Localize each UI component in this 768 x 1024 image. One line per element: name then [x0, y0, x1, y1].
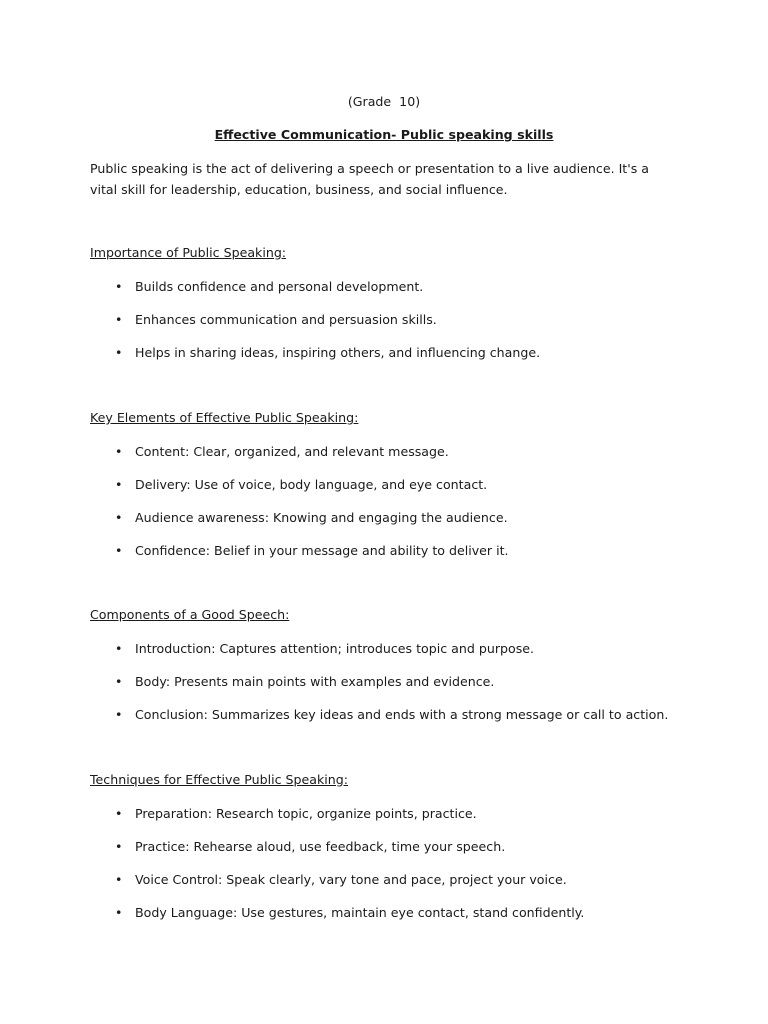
document-title: Effective Communication- Public speaking skills: [214, 127, 554, 142]
bullet-icon: •: [115, 839, 123, 854]
list-item-text: Enhances communication and persuasion skills.: [135, 312, 437, 327]
list-item: [115, 476, 509, 509]
bullet-icon: •: [115, 312, 123, 327]
bullet-icon: •: [115, 279, 123, 294]
list-item: [115, 640, 668, 673]
list-item-text: Practice: Rehearse aloud, use feedback, time your speech.: [135, 839, 506, 854]
bullet-icon: •: [115, 641, 123, 656]
bullet-icon: •: [115, 707, 123, 722]
list-item: [115, 278, 540, 311]
list-item: [115, 871, 584, 904]
bullet-icon: •: [115, 444, 123, 459]
key-elements-list: [115, 443, 509, 575]
bullet-icon: •: [115, 477, 123, 492]
section-heading-key-elements: Key Elements of Effective Public Speaking:: [90, 410, 359, 425]
list-item-text: Body: Presents main points with examples and evidence.: [135, 674, 495, 689]
components-list: [115, 640, 669, 739]
list-item: [115, 673, 668, 706]
bullet-icon: •: [115, 345, 123, 360]
list-item-text: Introduction: Captures attention; introduces topic and purpose.: [135, 641, 535, 656]
list-item: [115, 706, 669, 739]
section-heading-importance: Importance of Public Speaking:: [90, 245, 287, 260]
list-item: [115, 344, 541, 377]
list-item-text: Content: Clear, organized, and relevant message.: [135, 444, 449, 459]
list-item-text: Preparation: Research topic, organize points, practice.: [135, 806, 477, 821]
list-item: [115, 904, 585, 937]
list-item: [115, 838, 584, 871]
techniques-list: [115, 805, 585, 937]
list-item: [115, 509, 509, 542]
list-item-text: Builds confidence and personal development.: [135, 279, 424, 294]
list-item-text: Confidence: Belief in your message and ability to deliver it.: [135, 543, 509, 558]
bullet-icon: •: [115, 674, 123, 689]
bullet-icon: •: [115, 806, 123, 821]
intro-paragraph: Public speaking is the act of delivering a speech or presentation to a live audience. It's a vital skill for leadership, education, business, and social influence.: [90, 161, 649, 197]
section-heading-techniques: Techniques for Effective Public Speaking:: [90, 772, 348, 787]
bullet-icon: •: [115, 543, 123, 558]
bullet-icon: •: [115, 872, 123, 887]
list-item: [115, 443, 509, 476]
list-item-text: Conclusion: Summarizes key ideas and ends with a strong message or call to action.: [135, 707, 669, 722]
list-item-text: Body Language: Use gestures, maintain eye contact, stand confidently.: [135, 905, 585, 920]
section-heading-components: Components of a Good Speech:: [90, 607, 290, 622]
list-item: [115, 805, 584, 838]
list-item-text: Voice Control: Speak clearly, vary tone and pace, project your voice.: [135, 872, 567, 887]
list-item-text: Delivery: Use of voice, body language, and eye contact.: [135, 477, 488, 492]
list-item-text: Helps in sharing ideas, inspiring others, and influencing change.: [135, 345, 541, 360]
importance-list: [115, 278, 541, 377]
bullet-icon: •: [115, 905, 123, 920]
grade-label: (Grade 10): [347, 94, 421, 109]
list-item: [115, 542, 509, 575]
list-item: [115, 311, 540, 344]
bullet-icon: •: [115, 510, 123, 525]
list-item-text: Audience awareness: Knowing and engaging the audience.: [135, 510, 508, 525]
